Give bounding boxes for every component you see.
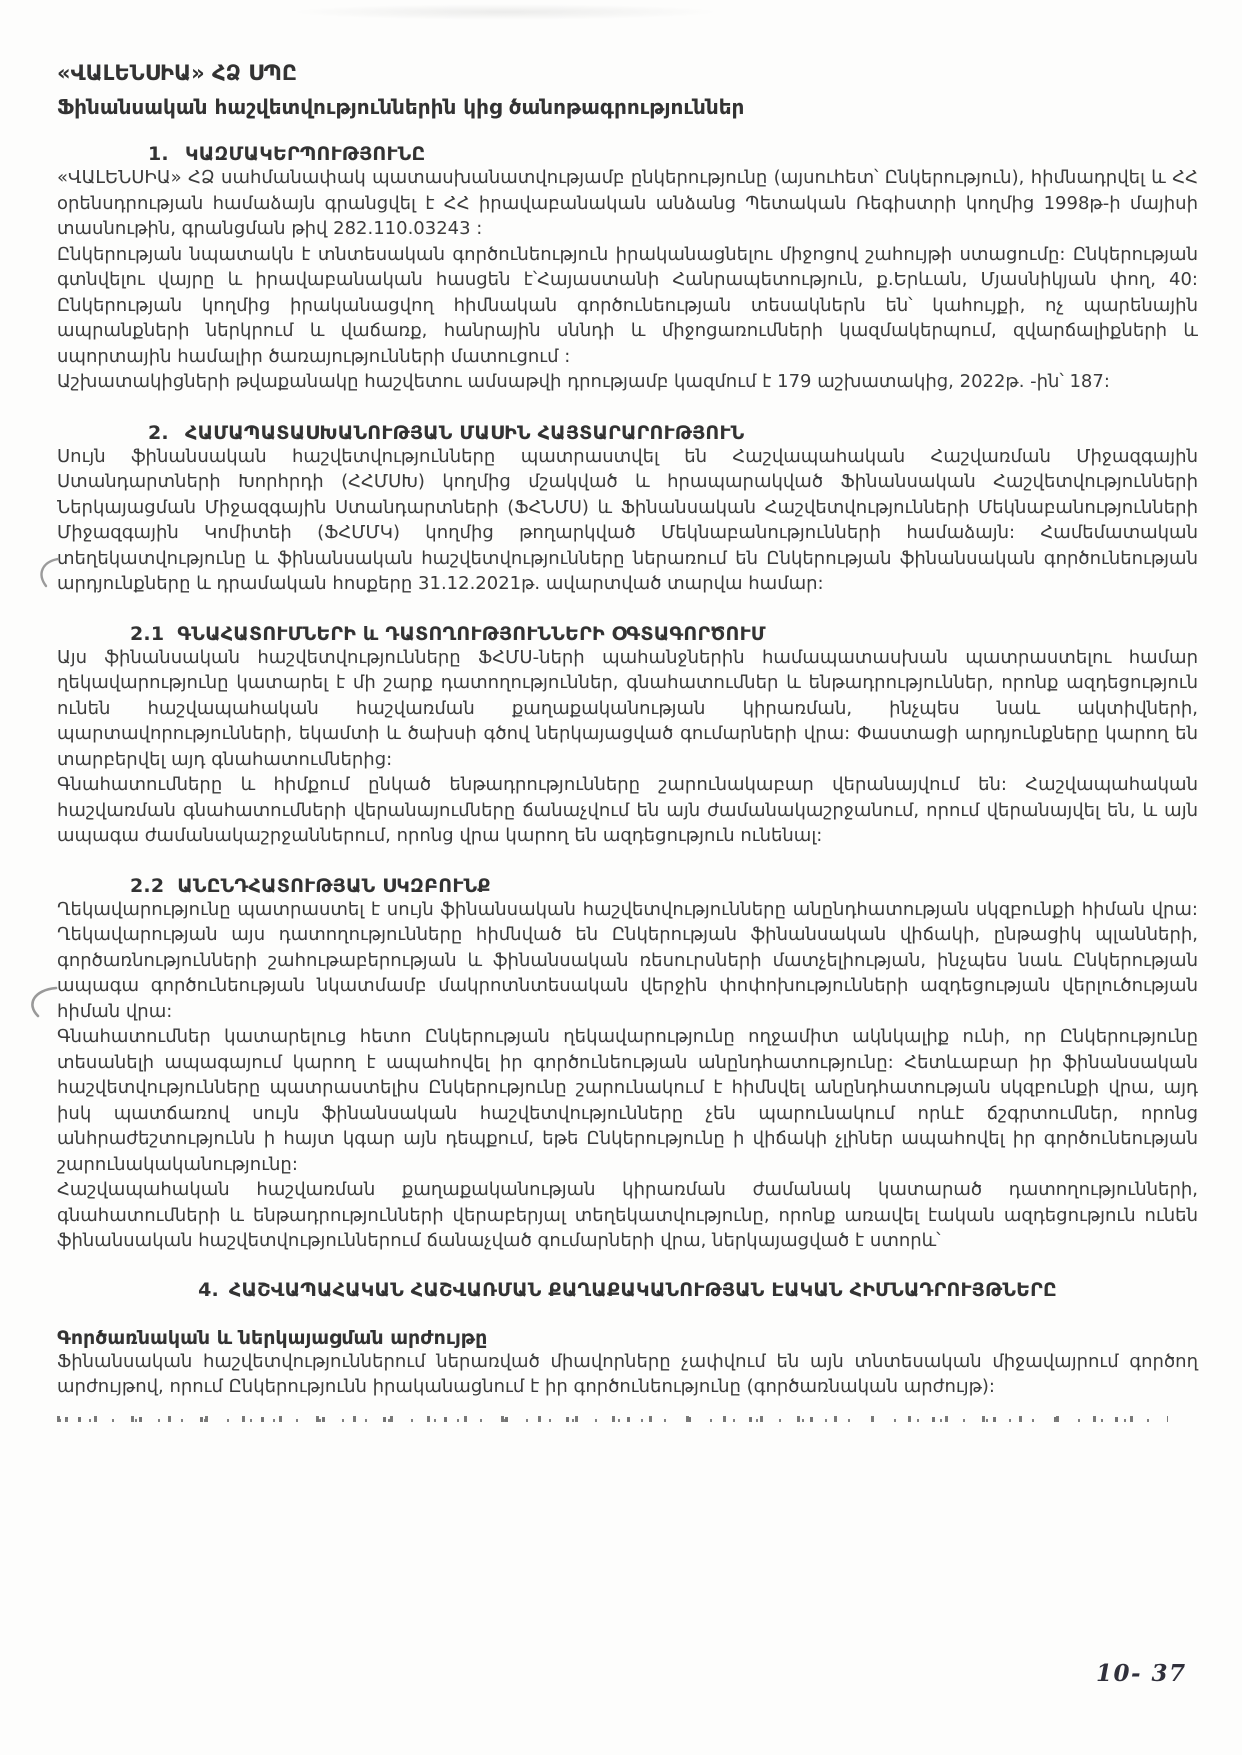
paragraph: Աշխատակիցների թվաքանակը հաշվետու ամսաթվի դրությամբ կազմում է 179 աշխատակից, 2022թ. -ին՝ 187:: [57, 371, 1110, 392]
section-2-1-title: ԳՆԱՀԱՏՈՒՄՆԵՐԻ և ԴԱՏՈՂՈՒԹՅՈՒՆՆԵՐԻ ՕԳՏԱԳՈՐԾՈՒՄ: [177, 622, 766, 645]
section-2-2-heading: [57, 875, 1198, 897]
scan-smudge: [290, 4, 720, 20]
paragraph: Այս ֆինանսական հաշվետվությունները ՖՀՄՍ-ների պահանջներին համապատասխան պատրաստելու համար ղեկավարությունը կատարել է մի շարք դատողություններ, գնահատումներ և ենթադրություններ, որոնք ազդեցություն ունեն հաշվապահական հաշվառման քաղաքականության կիրառման, ինչպես նաև ակտիվների, պարտավորությունների, եկամտի և ծախսի գծով ներկայացված գումարների վրա: Փաստացի արդյունքները կարող են տարբերվել այդ գնահատումներից:: [57, 646, 1198, 770]
company-name: «ՎԱԼԵՆՍԻԱ» ՀՁ ՍՊԸ: [57, 61, 297, 85]
paragraph: Ղեկավարությունը պատրաստել է սույն ֆինանսական հաշվետվությունները անընդհատության սկզբունքի հիման վրա: Ղեկավարության այս դատողությունները հիմնված են Ընկերության ֆինանսական վիճակի, ընթացիկ պլանների, գործառնությունների շահութաբերության և ֆինանսական ռեսուրսների մատչելիության, ինչպես նաև Ընկերության ապագա գործունեության նկատմամբ մակրոտնտեսական վերջին փոփոխությունների ազդեցության վերլուծության հիման վրա:: [57, 898, 1198, 1022]
functional-currency-subheading: Գործառնական և ներկայացման արժույթը: [57, 1326, 488, 1349]
section-4-heading: [57, 1279, 1198, 1301]
section-2-heading: [57, 422, 1198, 444]
paragraph: «ՎԱԼԵՆՍԻԱ» ՀՁ սահմանափակ պատասխանատվությամբ ընկերությունը (այսուհետ՝ Ընկերություն), հիմնադրվել և ՀՀ օրենսդրության համաձայն գրանցվել է ՀՀ իրավաբանական անձանց Պետական Ռեգիստրի կողմից 1998թ-ի մայիսի տասնութին, գրանցման թիվ 282.110.03243 :: [57, 167, 1198, 239]
paragraph: Գնահատումները և հիմքում ընկած ենթադրությունները շարունակաբար վերանայվում են: Հաշվապահական հաշվառման գնահատումների վերանայումները ճանաչվում են այն ժամանակաշրջանում, որում վերանայվել են, և այն ապագա ժամանակաշրջաններում, որոնց վրա կարող են ազդեցություն ունենալ:: [57, 774, 1198, 846]
page-number: 10- 37: [1096, 1660, 1187, 1687]
section-2-number: 2.: [148, 421, 169, 444]
section-1-heading: [57, 143, 1198, 165]
paragraph: Գնահատումներ կատարելուց հետո Ընկերության ղեկավարությունը ողջամիտ ակնկալիք ունի, որ Ընկերությունը տեսանելի ապագայում կարող է ապահովել իր գործունեության անընդհատությունը: Հետևաբար իր ֆինանսական հաշվետվությունները պատրաստելիս Ընկերությունը շարունակում է հիմնվել անընդհատության սկզբունքի վրա, այդ իսկ պատճառով սույն ֆինանսական հաշվետվությունները չեն պարունակում որևէ ճշգրտումներ, որոնց անհրաժեշտությունն ի հայտ կգար այն դեպքում, եթե Ընկերությունը ի վիճակի չլիներ ապահովել իր գործունեության շարունակականությունը:: [57, 1026, 1198, 1175]
section-1-title: ԿԱԶՄԱԿԵՐՊՈՒԹՅՈՒՆԸ: [185, 143, 426, 165]
paragraph: Սույն ֆինանսական հաշվետվությունները պատրաստվել են Հաշվապահական Հաշվառման Միջազգային Ստանդարտների Խորհրդի (ՀՀՄՍԽ) կողմից մշակված և հրապարակված Ֆինանսական Հաշվետվությունների Ներկայացման Միջազգային Ստանդարտների (ՖՀՆՄՍ) և Ֆինանսական Հաշվետվությունների Մեկնաբանությունների Միջազգային Կոմիտեի (ՖՀՄՄԿ) կողմից թողարկված Մեկնաբանությունների համաձայն: Համեմատական տեղեկատվությունը և ֆինանսական հաշվետվությունները ներառում են Ընկերության ֆինանսական գործունեության արդյունքները և դրամական հոսքերը 31.12.2021թ. ավարտված տարվա համար:: [57, 445, 1198, 594]
paragraph: Հաշվապահական հաշվառման քաղաքականության կիրառման ժամանակ կատարած դատողությունների, գնահատումների և ենթադրությունների վերաբերյալ տեղեկատվությունը, որոնք առավել էական ազդեցություն ունեն ֆինանսական հաշվետվություններում ճանաչված գումարների վրա, ներկայացված է ստորև՝: [57, 1179, 1198, 1251]
paragraph: Ընկերության նպատակն է տնտեսական գործունեություն իրականացնելու միջոցով շահույթի ստացումը: Ընկերության գտնվելու վայրը և իրավաբանական հասցեն է՝Հայաստանի Հանրապետություն, ք.Երևան, Մյասնիկյան փող, 40: Ընկերության կողմից իրականացվող հիմնական գործունեության տեսակներն են՝ կահույքի, ոչ պարենային ապրանքների ներկրում և վաճառք, հանրային սննդի և միջոցառումների կազմակերպում, զվարճալիքների և սպորտային համալիր ծառայությունների մատուցում :: [57, 243, 1198, 367]
scan-artifact: [22, 982, 60, 1022]
section-2-2-title: ԱՆԸՆԴՀԱՏՈՒԹՅԱՆ ՍԿԶԲՈՒՆՔ: [177, 874, 491, 897]
section-2-2-number: 2.2: [130, 874, 165, 897]
section-1-number: 1.: [148, 143, 169, 165]
section-4-title: ՀԱՇՎԱՊԱՀԱԿԱՆ ՀԱՇՎԱՌՄԱՆ ՔԱՂԱՔԱԿԱՆՈՒԹՅԱՆ ԷԱԿԱՆ ՀԻՄՆԱԴՐՈՒՅԹՆԵՐԸ: [228, 1278, 1057, 1301]
section-2-1-heading: [57, 623, 1198, 645]
clipped-text-line: [57, 1414, 1168, 1422]
scan-artifact: [34, 556, 62, 590]
section-2-title: ՀԱՄԱՊԱՏԱՍԽԱՆՈՒԹՅԱՆ ՄԱՍԻՆ ՀԱՅՏԱՐԱՐՈՒԹՅՈՒՆ: [185, 421, 745, 444]
paragraph: Ֆինանսական հաշվետվություններում ներառված միավորները չափվում են այն տնտեսական միջավայրում գործող արժույթով, որում Ընկերությունն իրականացնում է իր գործունեությունը (գործառնական արժույթ):: [57, 1350, 1198, 1397]
document-subtitle: Ֆինանսական հաշվետվություններին կից ծանոթագրություններ: [57, 95, 745, 119]
section-4-number: 4.: [198, 1278, 219, 1301]
section-2-1-number: 2.1: [130, 622, 165, 645]
